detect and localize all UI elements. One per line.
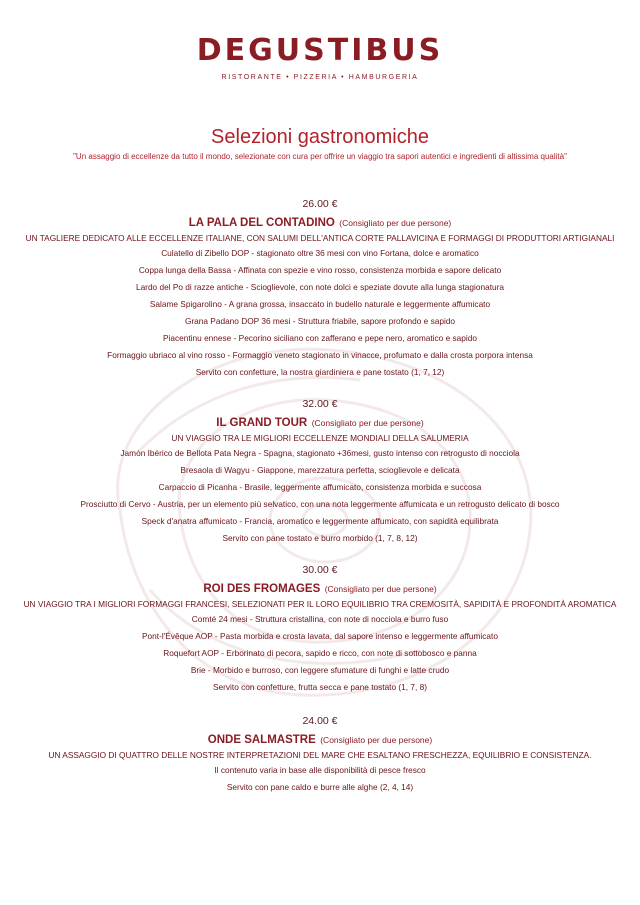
brand-tagline: RISTORANTE • PIZZERIA • HAMBURGERIA [221, 74, 419, 81]
list-item: Speck d'anatra affumicato - Francia, aromatico e leggermente affumicato, con sapidità equilibrata [141, 516, 499, 526]
list-item: Prosciutto di Cervo - Austria, per un elemento più selvatico, con una nota leggermente affumicata e un retrogusto delicato di bosco [80, 499, 560, 509]
section-note: (Consigliato per due persone) [339, 218, 452, 228]
section-note: (Consigliato per due persone) [320, 735, 433, 745]
section-header [0, 414, 640, 431]
section-served-with: Servito con pane caldo e burre alle alghe (2, 4, 14) [226, 782, 414, 792]
list-item: Jamón Ibérico de Bellota Pata Negra - Spagna, stagionato +36mesi, gusto intenso con retrogusto di nocciola [120, 448, 520, 458]
section-note: (Consigliato per due persone) [311, 418, 424, 428]
list-item: Culatello di Zibello DOP - stagionato oltre 36 mesi con vino Fortana, dolce e aromatico [161, 248, 479, 258]
section-description: UN VIAGGIO TRA I MIGLIORI FORMAGGI FRANCESI, SELEZIONATI PER IL LORO EQUILIBRIO TRA CREMOSITÀ, SAPIDITÀ E PROFONDITÀ AROMATICA [23, 599, 617, 609]
section-price: 24.00 € [302, 715, 338, 727]
section-header [0, 731, 640, 748]
section-price: 32.00 € [302, 398, 338, 410]
section-header [0, 214, 640, 231]
list-item: Comté 24 mesi - Struttura cristallina, con note di nocciola e burro fuso [191, 614, 449, 624]
section-name: IL GRAND TOUR [216, 417, 308, 429]
list-item: Roquefort AOP - Erborinato di pecora, sapido e ricco, con note di sottobosco e panna [163, 648, 477, 658]
brand-logo: DEGUSTIBUS [196, 33, 444, 68]
page-title: Selezioni gastronomiche [211, 126, 429, 148]
menu-section-onde-salmastre [0, 714, 640, 796]
menu-section-pala-del-contadino [0, 197, 640, 381]
list-item: Lardo del Po di razze antiche - Scioglievole, con note dolci e speziate dovute alla lunga stagionatura [135, 282, 505, 292]
list-item: Coppa lunga della Bassa - Affinata con spezie e vino rosso, consistenza morbida e sapore delicato [138, 265, 502, 275]
section-served-with: Servito con pane tostato e burro morbido (1, 7, 8, 12) [222, 533, 418, 543]
list-item: Pont-l'Évêque AOP - Pasta morbida e crosta lavata, dal sapore intenso e leggermente affumicato [142, 631, 498, 641]
list-item: Formaggio ubriaco al vino rosso - Formaggio veneto stagionato in vinacce, profumato e dalla crosta porpora intensa [107, 350, 533, 360]
section-name: ROI DES FROMAGES [203, 583, 321, 595]
list-item: Grana Padano DOP 36 mesi - Struttura friabile, sapore profondo e sapido [184, 316, 456, 326]
list-item: Salame Spigarolino - A grana grossa, insaccato in budello naturale e leggermente affumicato [149, 299, 491, 309]
page-subtitle: "Un assaggio di eccellenze da tutto il mondo, selezionate con cura per offrire un viaggio tra sapori autentici e ingredienti di altissima qualità" [73, 152, 567, 161]
list-item: Brie - Morbido e burroso, con leggere sfumature di funghi e latte crudo [190, 665, 450, 675]
list-item: Piacentinu ennese - Pecorino siciliano con zafferano e pepe nero, aromatico e sapido [163, 333, 477, 343]
list-item: Bresaola di Wagyu - Giappone, marezzatura perfetta, scioglievole e delicata [180, 465, 460, 475]
section-name: LA PALA DEL CONTADINO [188, 217, 335, 229]
list-item: Il contenuto varia in base alle disponibilità di pesce fresco [214, 765, 426, 775]
section-description: UN VIAGGIO TRA LE MIGLIORI ECCELLENZE MONDIALI DELLA SALUMERIA [171, 433, 469, 443]
section-price: 30.00 € [302, 564, 338, 576]
section-served-with: Servito con confetture, la nostra giardiniera e pane tostato (1, 7, 12) [195, 367, 445, 377]
section-served-with: Servito con confetture, frutta secca e pane tostato (1, 7, 8) [213, 682, 427, 692]
section-note: (Consigliato per due persone) [324, 584, 437, 594]
menu-section-il-grand-tour [0, 397, 640, 547]
section-price: 26.00 € [302, 198, 338, 210]
section-name: ONDE SALMASTRE [207, 734, 316, 746]
section-description: UN ASSAGGIO DI QUATTRO DELLE NOSTRE INTERPRETAZIONI DEL MARE CHE ESALTANO FRESCHEZZA, EQUILIBRIO E CONSISTENZA. [48, 750, 592, 760]
section-description: UN TAGLIERE DEDICATO ALLE ECCELLENZE ITALIANE, CON SALUMI DELL'ANTICA CORTE PALLAVICINA E FORMAGGI DI PRODUTTORI ARTIGIANALI [25, 233, 615, 243]
menu-section-roi-des-fromages [0, 563, 640, 696]
logo-block [0, 0, 640, 81]
section-header [0, 580, 640, 597]
list-item: Carpaccio di Picanha - Brasile, leggermente affumicato, consistenza morbida e succosa [158, 482, 482, 492]
